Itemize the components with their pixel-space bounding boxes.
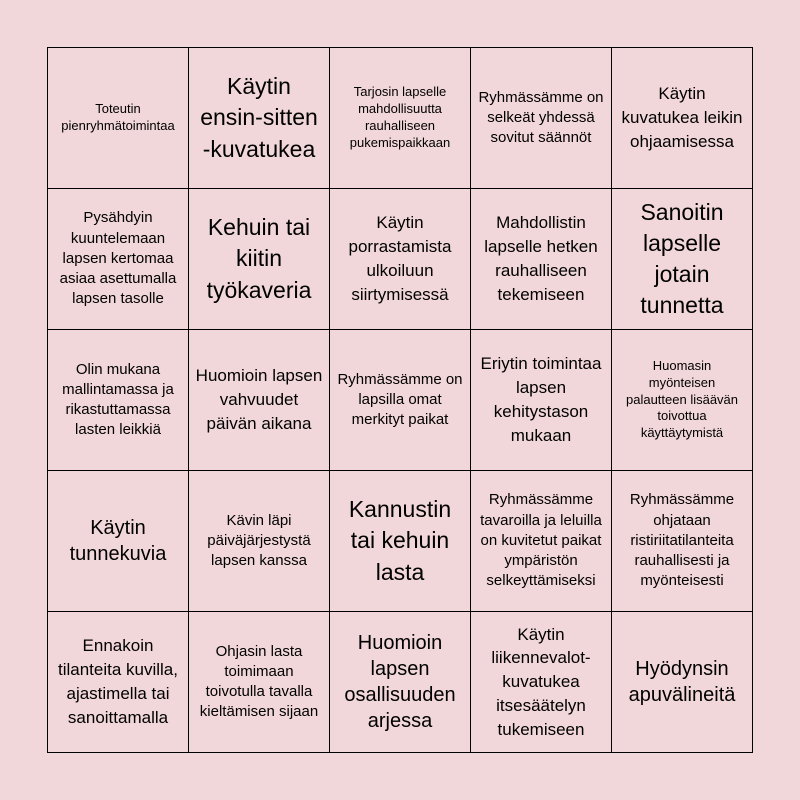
cell-text: Eriytin toimintaa lapsen kehitystason mukaan — [480, 354, 602, 445]
bingo-cell-r2c2[interactable] — [189, 189, 330, 330]
bingo-cell-r5c1[interactable] — [48, 612, 189, 753]
cell-text: Olin mukana mallintamassa ja rikastuttamassa lasten leikkiä — [62, 360, 174, 439]
bingo-cell-r3c4[interactable] — [471, 330, 612, 471]
cell-text: Hyödynsin apuvälineitä — [628, 658, 736, 706]
bingo-cell-r2c4[interactable] — [471, 189, 612, 330]
bingo-cell-r3c2[interactable] — [189, 330, 330, 471]
bingo-cell-r5c3[interactable] — [330, 612, 471, 753]
bingo-cell-r4c5[interactable] — [612, 471, 753, 612]
bingo-cell-r1c3[interactable] — [330, 48, 471, 189]
bingo-cell-r3c1[interactable] — [48, 330, 189, 471]
cell-text: Toteutin pienryhmätoimintaa — [61, 101, 175, 133]
bingo-board — [47, 47, 753, 753]
cell-text: Kävin läpi päiväjärjestystä lapsen kanssa — [207, 511, 311, 570]
cell-text: Ennakoin tilanteita kuvilla, ajastimella tai sanoittamalla — [57, 636, 178, 727]
cell-text: Käytin tunnekuvia — [69, 517, 167, 565]
cell-text: Käytin liikennevalot-kuvatukea itsesäätelyn tukemiseen — [491, 624, 591, 739]
cell-text: Käytin kuvatukea leikin ohjaamisessa — [621, 84, 743, 151]
cell-text: Huomioin lapsen vahvuudet päivän aikana — [195, 366, 323, 433]
bingo-cell-r3c5[interactable] — [612, 330, 753, 471]
bingo-cell-r4c1[interactable] — [48, 471, 189, 612]
bingo-cell-r5c2[interactable] — [189, 612, 330, 753]
bingo-cell-r2c5[interactable] — [612, 189, 753, 330]
bingo-cell-r4c4[interactable] — [471, 471, 612, 612]
bingo-cell-r2c3[interactable] — [330, 189, 471, 330]
cell-text: Huomioin lapsen osallisuuden arjessa — [344, 632, 456, 732]
cell-text: Ryhmässämme on selkeät yhdessä sovitut säännöt — [478, 88, 604, 147]
cell-text: Huomasin myönteisen palautteen lisäävän toivottua käyttäytymistä — [625, 357, 739, 441]
bingo-cell-r5c5[interactable] — [612, 612, 753, 753]
cell-text: Ryhmässämme on lapsilla omat merkityt paikat — [337, 370, 463, 429]
bingo-cell-r1c4[interactable] — [471, 48, 612, 189]
bingo-cell-r4c2[interactable] — [189, 471, 330, 612]
bingo-cell-r4c3[interactable] — [330, 471, 471, 612]
bingo-cell-r2c1[interactable] — [48, 189, 189, 330]
cell-text: Ohjasin lasta toimimaan toivotulla tavalla kieltämisen sijaan — [199, 642, 319, 721]
bingo-cell-r5c4[interactable] — [471, 612, 612, 753]
cell-text: Tarjosin lapselle mahdollisuutta rauhalliseen pukemispaikkaan — [349, 84, 451, 150]
cell-text: Ryhmässämme ohjataan ristiriitatilanteita rauhallisesti ja myönteisesti — [629, 491, 735, 590]
cell-text: Sanoitin lapselle jotain tunnetta — [640, 198, 724, 319]
cell-text: Mahdollistin lapselle hetken rauhalliseen tekemiseen — [484, 213, 598, 304]
cell-text: Pysähdyin kuuntelemaan lapsen kertomaa asiaa asettumalla lapsen tasolle — [59, 209, 177, 308]
cell-text: Ryhmässämme tavaroilla ja leluilla on kuvitetut paikat ympäristön selkeyttämiseksi — [480, 491, 602, 590]
cell-text: Kannustin tai kehuin lasta — [348, 496, 452, 585]
cell-text: Käytin ensin-sitten -kuvatukea — [200, 73, 318, 162]
cell-text: Kehuin tai kiitin työkaveria — [206, 214, 312, 303]
cell-text: Käytin porrastamista ulkoiluun siirtymisessä — [348, 213, 452, 304]
bingo-cell-r1c5[interactable] — [612, 48, 753, 189]
bingo-cell-r1c2[interactable] — [189, 48, 330, 189]
bingo-cell-r1c1[interactable] — [48, 48, 189, 189]
bingo-cell-r3c3[interactable] — [330, 330, 471, 471]
